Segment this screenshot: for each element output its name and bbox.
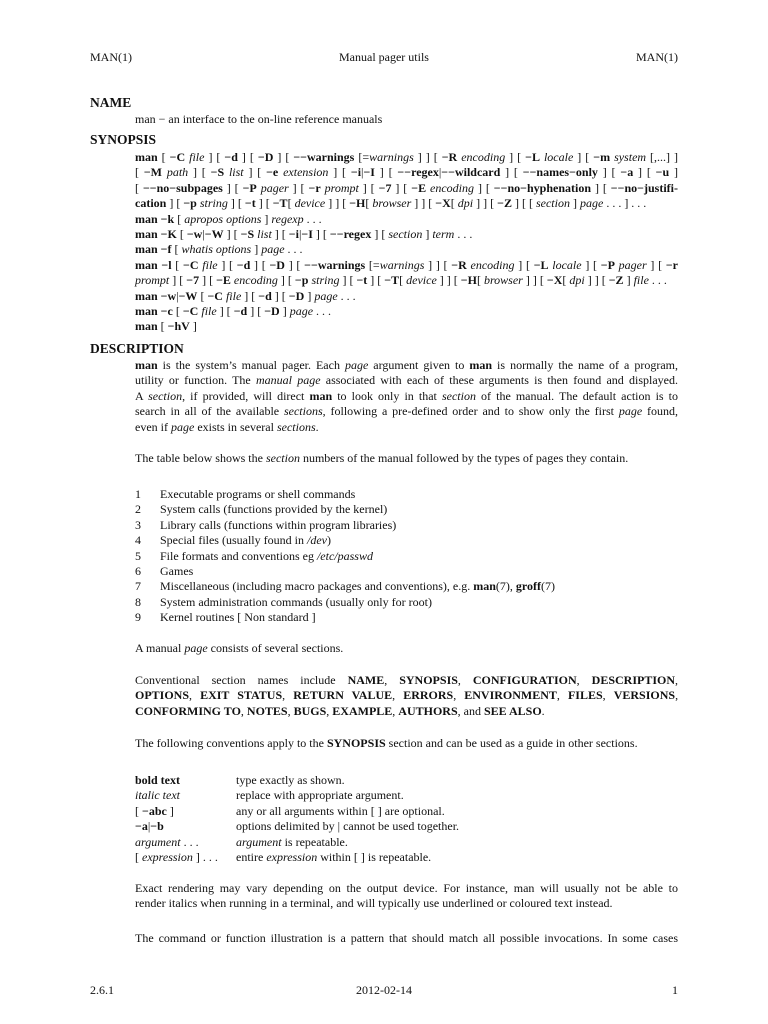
table-row — [135, 610, 678, 625]
description-para-3 — [135, 641, 678, 656]
footer-date: 2012-02-14 — [356, 983, 412, 997]
synopsis-line: prompt ] [ −7 ] [ −E encoding ] [ −p string ] [ −t ] [ −T[ device ] ] [ −H[ browser ] ] [ −X[ dpi ] ] [ −Z ] file . . . — [135, 273, 667, 288]
convention-description: argument is repeatable. — [236, 834, 348, 849]
convention-description: replace with appropriate argument. — [236, 788, 404, 803]
synopsis-line: man [ −hV ] — [135, 319, 197, 334]
page-header — [90, 50, 678, 66]
convention-key: [ expression ] . . . — [135, 849, 218, 864]
section-heading-description: DESCRIPTION — [90, 341, 184, 356]
section-description: Special files (usually found in /dev) — [160, 533, 331, 548]
paragraph-line: Exact rendering may vary depending on the output device. For instance, man will usually not be able to — [135, 881, 678, 895]
synopsis-line: man −K [ −w|−W ] [ −S list ] [ −i|−I ] [ −−regex ] [ section ] term . . . — [135, 226, 473, 241]
section-heading-name: NAME — [90, 95, 132, 110]
synopsis-line: man [ −C file ] [ −d ] [ −D ] [ −−warnings [=warnings ] ] [ −R encoding ] [ −L locale ] [ −m system [,...] ] — [135, 150, 679, 164]
synopsis-block — [135, 150, 678, 335]
synopsis-line: cation ] [ −p string ] [ −t ] [ −T[ device ] ] [ −H[ browser ] ] [ −X[ dpi ] ] [ −Z ] [ [ section ] page . . . ] . . . — [135, 196, 647, 211]
section-number: 7 — [135, 579, 141, 594]
section-number: 3 — [135, 517, 141, 532]
synopsis-line: man −c [ −C file ] [ −d ] [ −D ] page . . . — [135, 303, 332, 318]
name-text: man − an interface to the on-line reference manuals — [135, 112, 383, 126]
table-row — [135, 502, 678, 517]
paragraph-line: The command or function illustration is a pattern that should match all possible invocations. In some cases — [135, 931, 678, 945]
paragraph-line: man is the system’s manual pager. Each page argument given to man is normally the name of a program, — [135, 358, 679, 372]
convention-key: bold text — [135, 773, 180, 787]
table-row — [135, 564, 678, 579]
paragraph-line: The following conventions apply to the SYNOPSIS section and can be used as a guide in other sections. — [135, 736, 638, 750]
convention-key: [ −abc ] — [135, 803, 174, 818]
table-row — [135, 518, 678, 533]
section-number: 8 — [135, 594, 141, 609]
convention-description: any or all arguments within [ ] are optional. — [236, 803, 445, 818]
section-heading-synopsis: SYNOPSIS — [90, 132, 157, 147]
paragraph-line: A manual page consists of several sections. — [135, 641, 344, 655]
synopsis-line: [ −M path ] [ −S list ] [ −e extension ] [ −i|−I ] [ −−regex|−−wildcard ] [ −−names−only ] [ −a ] [ −u ] — [135, 165, 679, 180]
table-row — [135, 819, 678, 834]
table-row — [135, 835, 678, 850]
section-description: System administration commands (usually only for root) — [160, 594, 432, 609]
section-number: 9 — [135, 610, 141, 625]
table-row — [135, 773, 678, 788]
header-left: MAN(1) — [90, 50, 132, 64]
section-description: File formats and conventions eg /etc/passwd — [160, 548, 373, 563]
section-number: 5 — [135, 548, 141, 563]
convention-description: type exactly as shown. — [236, 773, 345, 787]
header-right: MAN(1) — [636, 50, 678, 64]
description-para-4 — [135, 673, 678, 719]
conventions-table — [135, 773, 678, 865]
table-row — [135, 595, 678, 610]
table-row — [135, 850, 678, 865]
table-row — [135, 549, 678, 564]
description-para-7 — [135, 931, 678, 946]
section-description: Kernel routines [ Non standard ] — [160, 610, 316, 625]
paragraph-line: Conventional section names include NAME, SYNOPSIS, CONFIGURATION, DESCRIPTION, — [135, 673, 679, 687]
paragraph-line: even if page exists in several sections. — [135, 419, 319, 434]
convention-description: entire expression within [ ] is repeatable. — [236, 849, 432, 864]
synopsis-line: man −f [ whatis options ] page . . . — [135, 242, 303, 257]
table-row — [135, 579, 678, 594]
footer-version: 2.6.1 — [90, 983, 114, 997]
section-description: System calls (functions provided by the kernel) — [160, 502, 388, 517]
paragraph-line: The table below shows the section numbers of the manual followed by the types of pages they contain. — [135, 451, 629, 465]
table-row — [135, 487, 678, 502]
description-para-6 — [135, 881, 678, 912]
section-number: 1 — [135, 487, 141, 501]
paragraph-line: A section, if provided, will direct man to look only in that section of the manual. The default action is to — [135, 388, 678, 403]
synopsis-line: man −l [ −C file ] [ −d ] [ −D ] [ −−warnings [=warnings ] ] [ −R encoding ] [ −L locale ] [ −P pager ] [ −r — [135, 257, 679, 272]
section-number: 4 — [135, 533, 141, 548]
paragraph-line: search in all of the available sections, following a pre-defined order and to show only the first page found, — [135, 404, 679, 419]
footer-page-number: 1 — [672, 983, 678, 997]
paragraph-line: render italics when running in a terminal, and will typically use underlined or coloured text instead. — [135, 896, 613, 911]
convention-description: options delimited by | cannot be used together. — [236, 819, 460, 834]
section-description: Library calls (functions within program libraries) — [160, 517, 397, 532]
section-number-table — [135, 487, 678, 626]
section-number: 2 — [135, 502, 141, 517]
description-para-2 — [135, 451, 678, 466]
synopsis-line: man −w|−W [ −C file ] [ −d ] [ −D ] page . . . — [135, 288, 356, 303]
convention-key: argument . . . — [135, 834, 199, 849]
section-description: Executable programs or shell commands — [160, 487, 356, 501]
table-row — [135, 533, 678, 548]
table-row — [135, 804, 678, 819]
section-description: Games — [160, 563, 194, 578]
convention-key: −a|−b — [135, 819, 164, 834]
page-footer — [90, 983, 678, 999]
paragraph-line: OPTIONS, EXIT STATUS, RETURN VALUE, ERRORS, ENVIRONMENT, FILES, VERSIONS, — [135, 688, 679, 703]
paragraph-line: utility or function. The manual page associated with each of these arguments is then found and displayed. — [135, 373, 678, 388]
section-number: 6 — [135, 563, 141, 578]
description-para-5 — [135, 736, 678, 751]
paragraph-line: CONFORMING TO, NOTES, BUGS, EXAMPLE, AUTHORS, and SEE ALSO. — [135, 703, 545, 718]
synopsis-line: man −k [ apropos options ] regexp . . . — [135, 211, 322, 226]
section-description: Miscellaneous (including macro packages and conventions), e.g. man(7), groff(7) — [160, 579, 556, 594]
table-row — [135, 788, 678, 803]
synopsis-line: [ −−no−subpages ] [ −P pager ] [ −r prompt ] [ −7 ] [ −E encoding ] [ −−no−hyphenation ] [ −−no−justifi- — [135, 180, 678, 195]
convention-key: italic text — [135, 788, 180, 803]
header-center: Manual pager utils — [339, 50, 429, 64]
description-para-1 — [135, 358, 678, 435]
